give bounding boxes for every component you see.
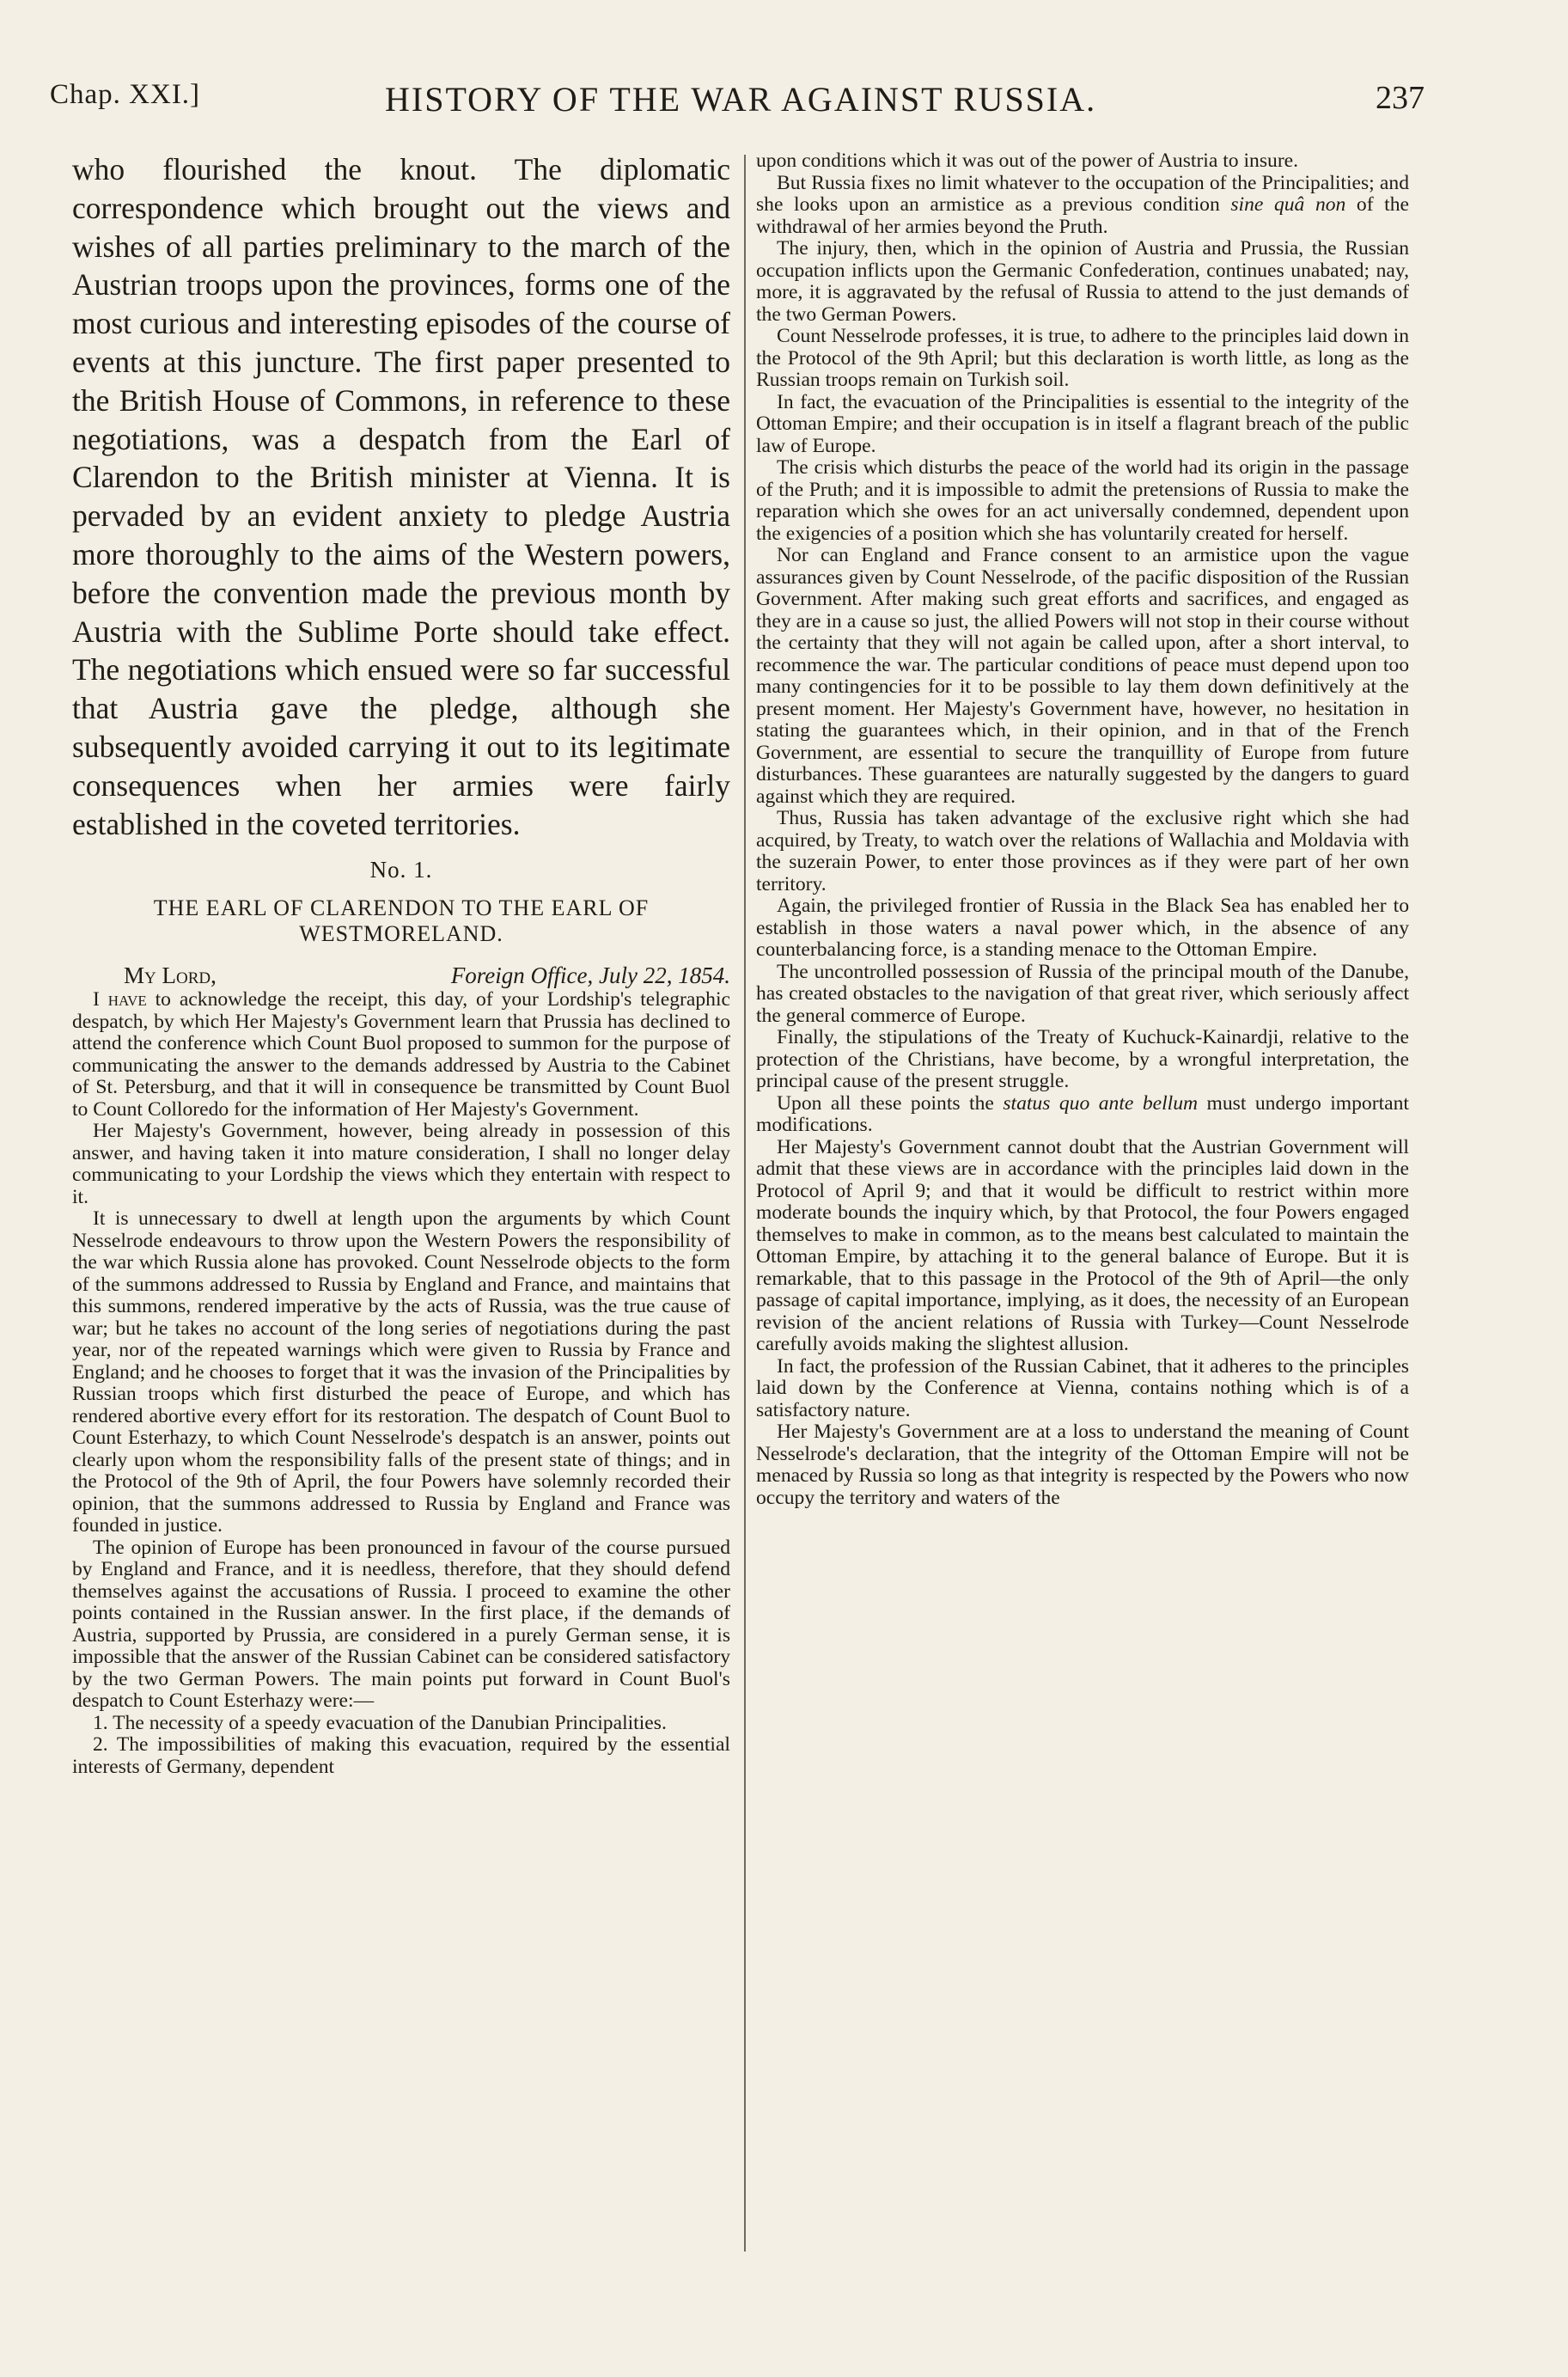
paragraph: Count Nesselrode professes, it is true, to adhere to the principles laid down in the Protocol of the 9th April; but this declaration is worth little, as long as the Russian troops remain on Turkish soil.	[756, 325, 1409, 391]
lead-words: I have	[93, 988, 147, 1011]
paragraph: Her Majesty's Government, however, being already in possession of this answer, and having taken it into mature consideration, I shall no longer delay communicating to your Lordship the views which they entertain with respect to it.	[72, 1120, 730, 1208]
paragraph-text: of the withdrawal of her armies beyond the Pruth.	[756, 193, 1410, 238]
paragraph: Her Majesty's Government are at a loss to understand the meaning of Count Nesselrode's declaration, that the integrity of the Ottoman Empire will not be menaced by Russia so long as that integrity is respected by the Powers who now occupy the territory and waters of the	[756, 1421, 1409, 1509]
intro-paragraph: who flourished the knout. The diplomatic correspondence which brought out the views and wishes of all parties preliminary to the march of the Austrian troops upon the provinces, forms one of the most curious and interesting episodes of the course of events at this juncture. The first paper presented to the British House of Commons, in reference to these negotiations, was a despatch from the Earl of Clarendon to the British minister at Vienna. It is pervaded by an evident anxiety to pledge Austria more thoroughly to the aims of the Western powers, before the convention made the previous month by Austria with the Sublime Porte should take effect. The negotiations which ensued were so far successful that Austria gave the pledge, although she subsequently avoided carrying it out to its legitimate consequences when her armies were fairly established in the coveted territories.	[72, 152, 730, 841]
latin-phrase: status quo ante bellum	[1003, 1091, 1199, 1115]
left-column	[72, 150, 730, 1778]
column-divider	[744, 155, 746, 2252]
paragraph: Nor can England and France consent to an armistice upon the vague assurances given by Count Nesselrode, of the pacific disposition of the Russian Government. After making such great efforts and sacrifices, and engaged as they are in a cause so just, the allied Powers will not stop in their course without the certainty that they will not again be called upon, after a short interval, to recommence the war. The particular conditions of peace must depend upon too many contingencies for it to be possible to lay them down definitively at the present moment. Her Majesty's Government have, however, no hesitation in stating the guarantees which, in their opinion, and in that of the French Government, are essential to secure the tranquillity of Europe from future disturbances. These guarantees are naturally suggested by the dangers to guard against which they are required.	[756, 544, 1409, 808]
chapter-label: Chap. XXI.]	[50, 79, 201, 110]
paragraph	[756, 1093, 1409, 1137]
document-title: THE EARL OF CLARENDON TO THE EARL OF WESTMORELAND.	[153, 895, 650, 947]
paragraph-text: must undergo important modifications.	[756, 1091, 1409, 1136]
paragraph-text: to acknowledge the receipt, this day, of your Lordship's telegraphic despatch, by which Her Majesty's Government learn that Prussia has declined to attend the conference which Count Buol proposed to summon for the purpose of communicating the answer to the demands addressed by Austria to the Cabinet of St. Petersburg, and that it will in consequence be transmitted by Count Buol to Count Colloredo for the information of Her Majesty's Government.	[72, 988, 730, 1121]
paragraph: Her Majesty's Government cannot doubt that the Austrian Government will admit that these views are in accordance with the principles laid down in the Protocol of April 9; and that it would be difficult to restrict within more moderate bounds the inquiry which, by that Protocol, the four Powers engaged themselves to make in common, as to the means best calculated to maintain the Ottoman Empire, by attaching it to the general balance of Europe. But it is remarkable, that to this passage in the Protocol of the 9th of April—the only passage of capital importance, implying, as it does, the necessity of an European revision of the ancient relations of Russia with Turkey—Count Nesselrode carefully avoids making the slightest allusion.	[756, 1135, 1409, 1355]
paragraph: Again, the privileged frontier of Russia in the Black Sea has enabled her to establish in those waters a naval power which, in the absence of any counterbalancing force, is a standing menace to the Ottoman Empire.	[756, 895, 1409, 961]
dateline: Foreign Office, July 22, 1854.	[450, 962, 730, 989]
running-title: HISTORY OF THE WAR AGAINST RUSSIA.	[385, 80, 1097, 119]
paragraph: The crisis which disturbs the peace of the world had its origin in the passage of the Pruth; and it is impossible to admit the pretensions of Russia to make the reparation which she owes for an act universally condemned, dependent upon the exigencies of a position which she has voluntarily created for herself.	[756, 456, 1409, 545]
salutation: My Lord,	[124, 962, 217, 989]
letter-body-left	[72, 989, 730, 1778]
paragraph: The injury, then, which in the opinion of Austria and Prussia, the Russian occupation inflicts upon the Germanic Confederation, continues unabated; nay, more, it is aggravated by the refusal of Russia to attend to the just demands of the two German Powers.	[756, 237, 1409, 326]
paragraph	[756, 173, 1409, 239]
paragraph: In fact, the profession of the Russian Cabinet, that it adheres to the principles laid down by the Conference at Vienna, contains nothing which is of a satisfactory nature.	[756, 1354, 1409, 1421]
paragraph: Finally, the stipulations of the Treaty of Kuchuck-Kainardji, relative to the protection of the Christians, have become, by a wrongful interpretation, the principal cause of the present struggle.	[756, 1026, 1409, 1092]
paragraph-text: Upon all these points the	[777, 1091, 1004, 1115]
latin-phrase: sine quâ non	[1230, 193, 1346, 216]
paragraph: upon conditions which it was out of the power of Austria to insure.	[756, 150, 1299, 172]
paragraph-text: But Russia fixes no limit whatever to the occupation of the Principalities; and she looks upon an armistice as a previous condition	[756, 171, 1409, 216]
paragraph: The uncontrolled possession of Russia of the principal mouth of the Danube, has created obstacles to the navigation of that great river, which seriously affect the general commerce of Europe.	[756, 960, 1409, 1027]
letter-body-right	[756, 150, 1409, 1509]
paragraph	[72, 989, 730, 1121]
document-number: No. 1.	[369, 857, 433, 883]
letter-salutation-line	[72, 962, 730, 989]
right-column	[756, 150, 1409, 1509]
page-number: 237	[1376, 80, 1425, 116]
paragraph: The opinion of Europe has been pronounced in favour of the course pursued by England and France, and it is needless, therefore, that they should defend themselves against the accusations of Russia. I proceed to examine the other points contained in the Russian answer. In the first place, if the demands of Austria, supported by Prussia, are considered in a purely German sense, it is impossible that the answer of the Russian Cabinet can be considered satisfactory by the two German Powers. The main points put forward in Count Buol's despatch to Count Esterhazy were:—	[72, 1536, 730, 1713]
paragraph: In fact, the evacuation of the Principalities is essential to the integrity of the Ottoman Empire; and their occupation is in itself a flagrant breach of the public law of Europe.	[756, 390, 1409, 457]
paragraph: 2. The impossibilities of making this evacuation, required by the essential interests of Germany, dependent	[72, 1733, 730, 1778]
running-header	[50, 79, 1425, 122]
paragraph: 1. The necessity of a speedy evacuation of the Danubian Principalities.	[93, 1711, 667, 1734]
paragraph: Thus, Russia has taken advantage of the exclusive right which she had acquired, by Treaty, to watch over the relations of Wallachia and Moldavia with the suzerain Power, to enter those provinces as if they were part of her own territory.	[756, 807, 1409, 895]
paragraph: It is unnecessary to dwell at length upon the arguments by which Count Nesselrode endeavours to throw upon the Western Powers the responsibility of the war which Russia alone has provoked. Count Nesselrode objects to the form of the summons addressed to Russia by England and France, and maintains that this summons, rendered imperative by the acts of Russia, was the true cause of war; but he takes no account of the long series of negotiations during the past year, nor of the repeated warnings which were given to Russia by France and England; and he chooses to forget that it was the invasion of the Principalities by Russian troops which first disturbed the peace of Europe, and which has rendered abortive every effort for its restoration. The despatch of Count Buol to Count Esterhazy, to which Count Nesselrode's despatch is an answer, points out clearly upon whom the responsibility falls of the present state of things; and in the Protocol of the 9th of April, the four Powers have solemnly recorded their opinion, that the summons addressed to Russia by England and France was founded in justice.	[72, 1207, 730, 1537]
